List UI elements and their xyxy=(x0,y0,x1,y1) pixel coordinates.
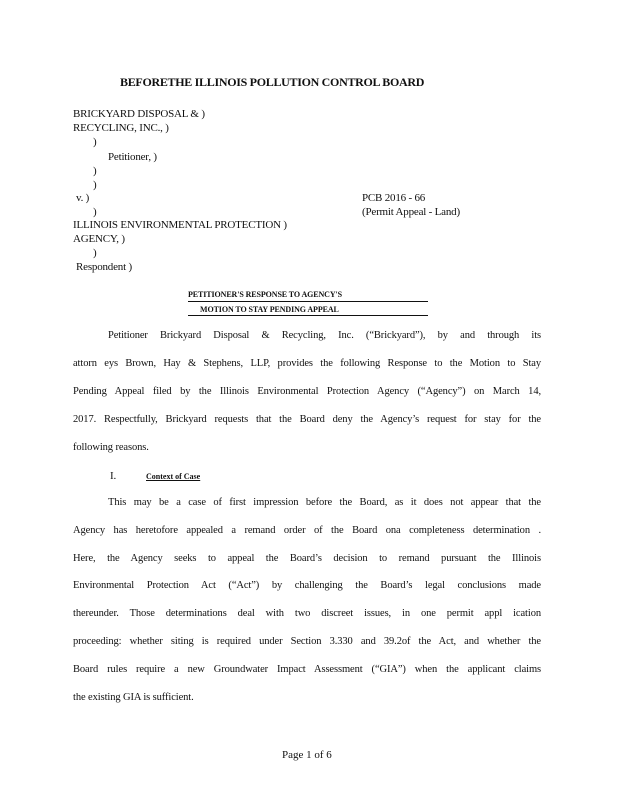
paragraph-line: Environmental Protection Act (“Act”) by challenging the Board’s legal conclusions made xyxy=(73,580,541,591)
paragraph-line: the existing GIA is sufficient. xyxy=(73,692,194,703)
caption-petitioner-label: Petitioner, ) xyxy=(108,151,157,163)
paragraph-line: attorn eys Brown, Hay & Stephens, LLP, provides the following Response to the Motion to Stay xyxy=(73,358,541,369)
caption-respondent-label: Respondent ) xyxy=(76,261,132,273)
case-number: PCB 2016 - 66 xyxy=(362,192,426,204)
paragraph-line: Here, the Agency seeks to appeal the Board’s decision to remand pursuant the Illinois xyxy=(73,553,541,564)
paragraph-line: Petitioner Brickyard Disposal & Recycling, Inc. (“Brickyard”), by and through its xyxy=(108,330,541,341)
caption-paren: ) xyxy=(93,179,97,191)
caption-respondent-name-line1: ILLINOIS ENVIRONMENTAL PROTECTION ) xyxy=(73,219,287,231)
title-line1: PETITIONER'S RESPONSE TO AGENCY'S xyxy=(188,290,343,299)
title-underline xyxy=(188,315,428,316)
caption-paren: ) xyxy=(93,165,97,177)
section-title: Context of Case xyxy=(146,472,201,481)
document-heading: BEFORETHE ILLINOIS POLLUTION CONTROL BOARD xyxy=(120,75,425,89)
paragraph-line: proceeding: whether siting is required under Section 3.330 and 39.2of the Act, and whether the xyxy=(73,636,541,647)
title-underline xyxy=(188,301,428,302)
paragraph-line: 2017. Respectfully, Brickyard requests that the Board deny the Agency’s request for stay for the xyxy=(73,414,541,425)
title-line2: MOTION TO STAY PENDING APPEAL xyxy=(200,305,339,314)
caption-paren: ) xyxy=(93,247,97,259)
caption-petitioner-name-line2: RECYCLING, INC., ) xyxy=(73,122,169,134)
paragraph-line: following reasons. xyxy=(73,442,149,453)
caption-respondent-name-line2: AGENCY, ) xyxy=(73,233,125,245)
case-type: (Permit Appeal - Land) xyxy=(362,206,460,218)
caption-paren: ) xyxy=(93,136,97,148)
caption-paren: ) xyxy=(93,206,97,218)
caption-petitioner-name-line1: BRICKYARD DISPOSAL & ) xyxy=(73,108,205,120)
page-number-footer: Page 1 of 6 xyxy=(282,749,332,761)
paragraph-line: Agency has heretofore appealed a remand order of the Board ona completeness determination . xyxy=(73,525,541,536)
paragraph-line: This may be a case of first impression before the Board, as it does not appear that the xyxy=(108,497,541,508)
paragraph-line: Pending Appeal filed by the Illinois Environmental Protection Agency (“Agency”) on March 14, xyxy=(73,386,541,397)
paragraph-line: thereunder. Those determinations deal with two discreet issues, in one permit appl ication xyxy=(73,608,541,619)
section-number: I. xyxy=(110,470,117,482)
paragraph-line: Board rules require a new Groundwater Impact Assessment (“GIA”) when the applicant claims xyxy=(73,664,541,675)
caption-versus: v. ) xyxy=(76,192,90,204)
